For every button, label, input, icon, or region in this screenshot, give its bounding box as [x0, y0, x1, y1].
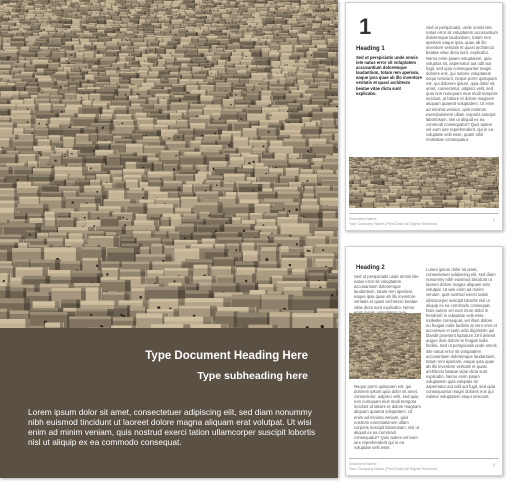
document-heading: Type Document Heading Here [145, 350, 308, 362]
footer-page-number: 2 [492, 218, 495, 222]
footer-company: Your Company Name (Print Date) All Rights Reserved [349, 222, 438, 226]
city-photo [349, 157, 499, 208]
city-photo [349, 313, 421, 379]
heading-1: Heading 1 [356, 46, 385, 52]
page-2-left-bottom: Neque porro quisquam est, qui dolorem ipsum quia dolor sit amet, consectetur, adipisci velit, sed quia non numquam eius modi tempora incidunt ut labore et dolore magnam aliquam quaerat voluptatem. Ut enim ad minima veniam, quis nostrum exercitationem ullam corporis suscipit laboriosam, nisi ut aliquid ex ea commodi consequatur? Quis autem vel eum iure reprehenderit qui in ea voluptate velit esse. [354, 384, 421, 451]
page-1-right-column: Sed ut perspiciatis, unde omnis iste natus error sit voluptatem accusantium doloremque laudantium, totam rem aperiam eaque ipsa, quae ab illo inventore veritatis et quasi architecto beatae vitae dicta sunt, explicabo. Nemo enim ipsam voluptatem, quia voluptas sit, aspernatur aut odit aut fugit, sed quia consequuntur magni dolores eos, qui ratione voluptatem sequi nesciunt, neque porro quisquam est, qui dolorem ipsum, quia dolor sit, amet, consectetur, adipisci velit, sed quia non numquam eius modi tempora incidunt, ut labore et dolore magnam aliquam quaerat voluptatem. Ut enim ad minima veniam, quis nostrum exercitationem ullam corporis suscipit laboriosam, nisi ut aliquid ex ea commodi consequatur? Quis autem vel eum iure reprehenderit, qui in ea voluptate velit esse, quam nihil molestiae consequatur. [426, 25, 498, 143]
heading-2: Heading 2 [356, 265, 385, 271]
footer-company: Your Company Name (Print Date) All Rights Reserved [349, 467, 438, 471]
page-footer [349, 458, 499, 472]
footer-document-name: Document Name [349, 217, 377, 221]
document-subheading: Type subheading here [197, 370, 308, 382]
page-thumbnail-2[interactable] [345, 246, 503, 476]
city-photo [0, 0, 338, 328]
cover-text-panel [0, 328, 338, 478]
footer-page-number: 3 [492, 463, 495, 467]
heading-2-intro: Sed ut perspiciatis unde omnis iste natus error sit voluptatem accusantium doloremque laudantium, totam rem aperiam, eaque ipsa quae ab illo inventore veritatis et quasi architecto beatae vitae dicta sunt explicabo. Nemo [354, 274, 419, 310]
page-footer [349, 213, 499, 227]
page-big-number: 1 [359, 14, 372, 39]
page-thumbnail-1[interactable] [345, 2, 503, 231]
page-2-right-column: Lorem ipsum dolor sit amet, consectetuer adipiscing elit, sed diam nonummy nibh euismod tincidunt ut laoreet dolore magna aliquam erat volutpat. Ut wisi enim ad minim veniam, quis nostrud exerci tation ullamcorper suscipit lobortis nisl ut aliquip ex ea commodo consequat. Duis autem vel eum iriure dolor in hendrerit in vulputate velit esse molestie consequat, vel illum dolore eu feugiat nulla facilisis at vero eros et accumsan et iusto odio dignissim qui blandit praesent luptatum zzril delenit augue duis dolore te feugait nulla facilisi. Sed ut perspiciatis unde omnis iste natus error sit voluptatem accusantium doloremque laudantium, totam rem aperiam, eaque ipsa quae ab illo inventore veritatis et quasi architecto beatae vitae dicta sunt explicabo. Nemo enim ipsam voluptatem quia voluptas sit aspernatur aut odit aut fugit, sed quia consequuntur magni dolores eos qui ratione voluptatem sequi nesciunt. [426, 267, 497, 400]
cover-body-text: Lorem ipsum dolor sit amet, consectetuer adipiscing elit, sed diam nonummy nibh euismod tincidunt ut laoreet dolore magna aliquam erat volutpat. Ut wisi enim ad minim veniam, quis nostrud exerci tation ullamcorper suscipit lobortis nisl ut aliquip ex ea commodo consequat. [28, 407, 316, 448]
footer-document-name: Document Name [349, 462, 377, 466]
heading-1-intro: Sed ut perspiciatis unde omnis iste natus error sit voluptatem accusantium doloremque laudantium, totam rem aperiam, eaque ipsa quae ab illo inventore veritatis et quasi architecto beatae vitae dicta sunt explicabo. [356, 55, 422, 96]
